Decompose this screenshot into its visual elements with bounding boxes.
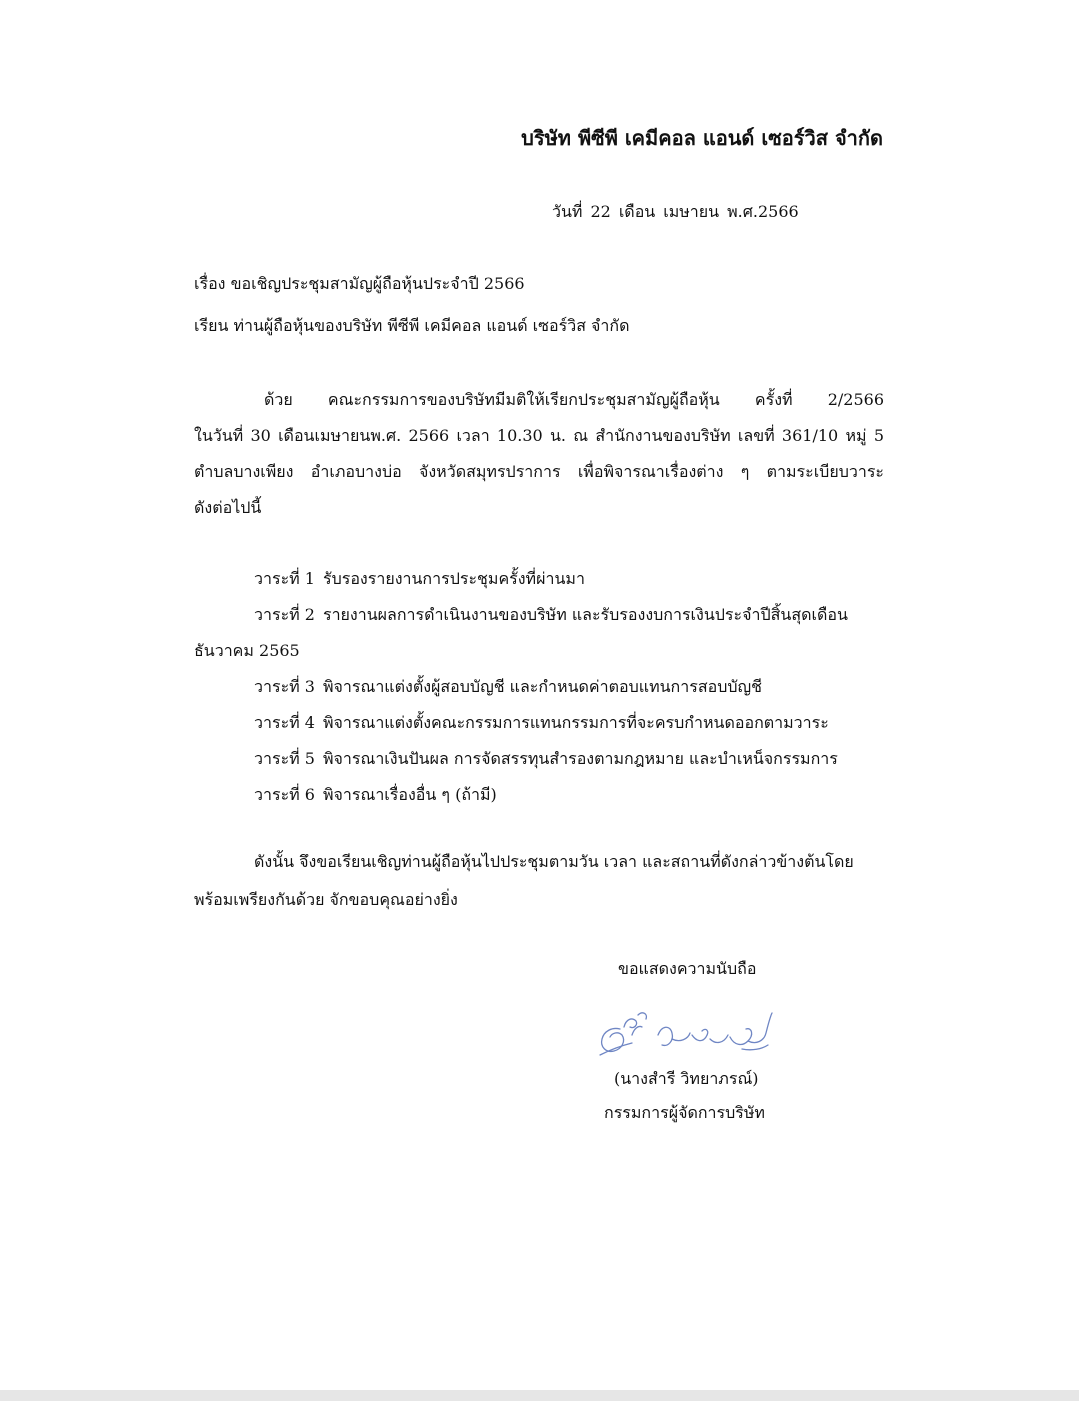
signer-name: (นางสำรี วิทยาภรณ์) [614,1069,759,1088]
body-line: ตำบลบางเพียง อำเภอบางบ่อ จังหวัดสมุทรปราการ เพื่อพิจารณาเรื่องต่าง ๆ ตามระเบียบวาระ [194,462,884,481]
body-paragraph [194,382,884,526]
agenda-number: วาระที่ 1 [254,569,315,588]
agenda-text: พิจารณาแต่งตั้งคณะกรรมการแทนกรรมการที่จะครบกำหนดออกตามวาระ [322,713,829,732]
agenda-text: พิจารณาแต่งตั้งผู้สอบบัญชี และกำหนดค่าตอบแทนการสอบบัญชี [322,677,762,696]
letter-date [552,200,807,225]
body-line: ด้วย คณะกรรมการของบริษัทมีมติให้เรียกประชุมสามัญผู้ถือหุ้น ครั้งที่ 2/2566 [264,390,884,409]
agenda-item-continuation [194,633,884,669]
closing-line: ดังนั้น จึงขอเรียนเชิญท่านผู้ถือหุ้นไปประชุมตามวัน เวลา และสถานที่ดังกล่าวข้างต้นโดย [254,852,854,871]
agenda-item [194,705,884,741]
agenda-item [194,561,884,597]
agenda-item [194,741,884,777]
agenda-number: วาระที่ 3 [254,677,315,696]
agenda-number: วาระที่ 4 [254,713,315,732]
agenda-item [194,777,884,813]
agenda-text: ธันวาคม 2565 [194,641,300,660]
letter-recipient: เรียน ท่านผู้ถือหุ้นของบริษัท พีซีพี เคมีคอล แอนด์ เซอร์วิส จำกัด [194,316,630,335]
agenda-text: รายงานผลการดำเนินงานของบริษัท และรับรองงบการเงินประจำปีสิ้นสุดเดือน [322,605,848,624]
company-name: บริษัท พีซีพี เคมีคอล แอนด์ เซอร์วิส จำกัด [521,126,883,150]
agenda-text: พิจารณาเรื่องอื่น ๆ (ถ้ามี) [322,785,497,804]
date-year: พ.ศ.2566 [727,202,799,221]
agenda-text: พิจารณาเงินปันผล การจัดสรรทุนสำรองตามกฎหมาย และบำเหน็จกรรมการ [322,749,838,768]
date-day-label: วันที่ [552,202,583,221]
agenda-list [194,561,884,813]
closing-regards: ขอแสดงความนับถือ [618,959,757,978]
agenda-number: วาระที่ 5 [254,749,315,768]
agenda-item [194,597,884,633]
handwritten-signature [592,1005,782,1065]
date-month: เมษายน [663,202,720,221]
closing-line: พร้อมเพรียงกันด้วย จักขอบคุณอย่างยิ่ง [194,890,458,909]
viewer-bottom-edge [0,1390,1079,1401]
signer-title: กรรมการผู้จัดการบริษัท [604,1103,765,1122]
letter-subject: เรื่อง ขอเชิญประชุมสามัญผู้ถือหุ้นประจำปี 2566 [194,274,525,293]
agenda-text: รับรองรายงานการประชุมครั้งที่ผ่านมา [322,569,585,588]
agenda-number: วาระที่ 6 [254,785,315,804]
body-line: ในวันที่ 30 เดือนเมษายนพ.ศ. 2566 เวลา 10.30 น. ณ สำนักงานของบริษัท เลขที่ 361/10 หมู่ 5 [194,426,884,445]
date-day: 22 [590,202,611,221]
agenda-number: วาระที่ 2 [254,605,315,624]
agenda-item [194,669,884,705]
body-line: ดังต่อไปนี้ [194,498,262,517]
closing-paragraph [194,843,884,919]
date-month-label: เดือน [618,202,656,221]
